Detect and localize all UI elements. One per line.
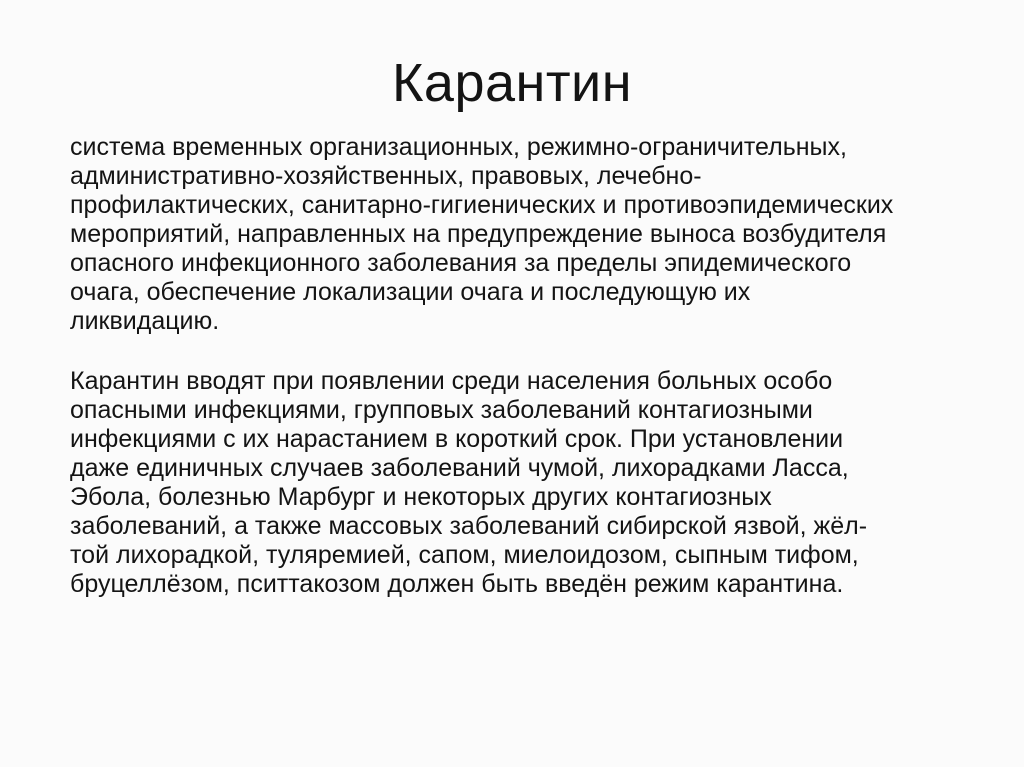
text-line: Карантин вводят при появлении среди населения больных особо <box>70 367 833 395</box>
slide-title: Карантин <box>391 53 633 113</box>
text-line: заболеваний, а также массовых заболеваний сибирской язвой, жёл- <box>70 512 868 540</box>
text-line: той лихорадкой, туляремией, сапом, миелоидозом, сыпным тифом, <box>70 541 859 569</box>
text-line: административно-хозяйственных, правовых, лечебно- <box>70 162 702 190</box>
text-line: система временных организационных, режимно-ограничительных, <box>70 133 847 161</box>
text-line: Эбола, болезнью Марбург и некоторых других контагиозных <box>70 483 772 511</box>
definition-paragraph <box>70 133 1020 336</box>
text-line: даже единичных случаев заболеваний чумой, лихорадками Ласса, <box>70 454 849 482</box>
text-line: очага, обеспечение локализации очага и последующую их <box>70 278 751 306</box>
introduction-paragraph <box>70 367 1020 599</box>
text-line: бруцеллёзом, пситтакозом должен быть введён режим карантина. <box>70 570 844 598</box>
text-line: инфекциями с их нарастанием в короткий срок. При установлении <box>70 425 844 453</box>
text-line: мероприятий, направленных на предупреждение выноса возбудителя <box>70 220 887 248</box>
text-line: ликвидацию. <box>70 307 220 335</box>
text-line: опасными инфекциями, групповых заболеваний контагиозными <box>70 396 813 424</box>
text-line: опасного инфекционного заболевания за пределы эпидемического <box>70 249 852 277</box>
text-line: профилактических, санитарно-гигиенических и противоэпидемических <box>70 191 894 219</box>
